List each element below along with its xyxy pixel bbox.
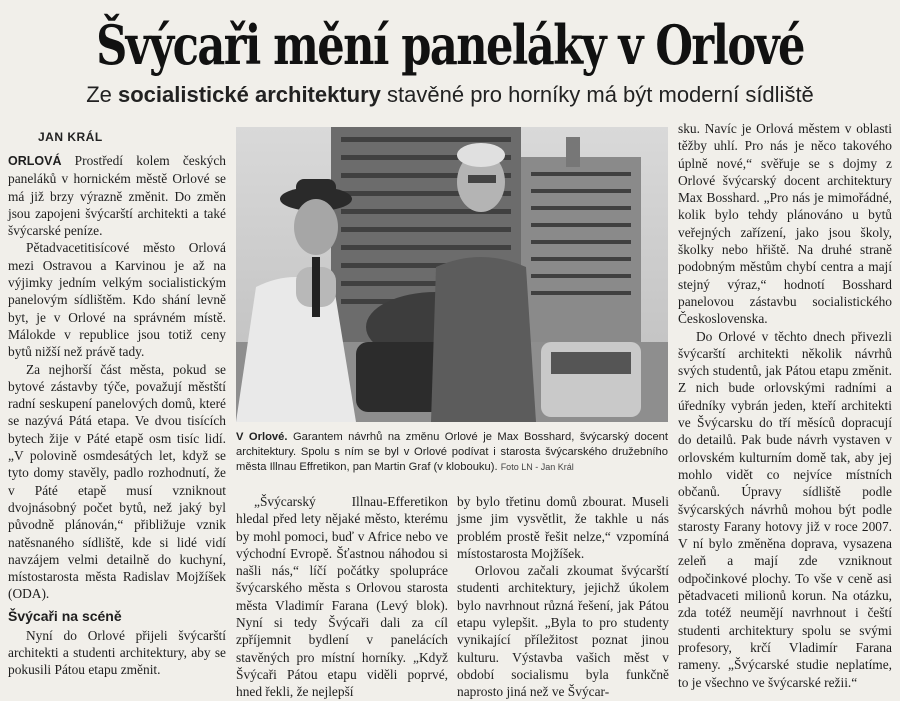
paragraph: Pětadvacetitisícové město Orlová mezi Ostravou a Karvinou je až na výjimky jedním velkým socialistickým panelovým sídlištěm. Kdo shání levně byt, je v Orlové na správném místě. Málokde v republice jsou totiž ceny bytů nižší než právě tady.	[8, 240, 226, 360]
paragraph: Do Orlové v těchto dnech přivezli švýcarští architekti několik návrhů svých studentů, jak Pátou etapu změnit. Z nich bude orlovskými radními a úředníky vybrán jeden, kteří architekti ve Švýcarsku do tří měsíců dopracují do detailů. Pak bude návrh vystaven v orlovském kulturním domě tak, aby jej mohlo vidět co nejvíce místních občanů. Úpravy sídliště podle švýcarských návrhů mohou být podle starosty Farany hotovy již v roce 2007. V ní bylo změněna doprava, vysazena zeleň a mají zde vzniknout odpočinkové plochy. To vše v ceně asi pětadvaceti milionů korun. Na otázku, zda totéž neumějí navrhnout i čeští studenti architektury spolu se svými profesory, krčí Vladimír Farana rameny. „Švýcarské studie neplatíme, to je všechno ve švýcarské režii.“	[678, 328, 892, 690]
paragraph-text: Prostředí kolem českých paneláků v hornickém městě Orlové se má již brzy výrazně změnit. Do změn jsou zapojeni švýcarští architekti a také švýcarské peníze.	[8, 153, 226, 239]
subhead-pre: Ze	[86, 82, 118, 107]
subhead-post: stavěné pro horníky má být moderní sídliště	[380, 82, 814, 107]
paragraph: Orlovou začali zkoumat švýcarští studenti architektury, jejichž úkolem bylo navrhnout různá řešení, jak Pátou etapu vylepšit. „Byla to pro studenty vynikající příležitost poznat jinou kulturu. Výstavba vašich měst v období socialismu byla funkčně naprosto jiná než ve Švýcar-	[457, 563, 669, 700]
news-photo	[236, 127, 668, 422]
article-column-2	[236, 493, 448, 701]
paragraph: „Švýcarský Illnau-Efferetikon hledal před lety nějaké město, kterému by mohl pomoci, buď v Africe nebo ve východní Evropě. Šťastnou náhodou si našli nás,“ líčí počátky spolupráce švýcarského města s Orlovou starosta města Vladimír Farana (Levý blok). Nyní si tedy Švýcaři dali za cíl zpříjemnit bydlení v panelácích stavěných pro místní horníky. „Když Švýcaři Pátou etapu viděli poprvé, hned řekli, že nejlepší	[236, 494, 448, 700]
headline: Švýcaři mění paneláky v Orlové	[96, 13, 804, 77]
crosshead: Švýcaři na scéně	[8, 607, 122, 624]
subheadline	[0, 82, 900, 108]
subhead-bold: socialistické architektury	[118, 82, 381, 107]
photo-caption	[236, 430, 668, 475]
paragraph	[8, 152, 226, 239]
paragraph: Za nejhorší část města, pokud se bytové zástavby týče, považují městští radní seskupení panelových domů, které se nazývá Pátá etapa. Ve dvou tisících bytech žije v Páté etapě osm tisíc lidí. „V polovině osmdesátých let, když se tyto domy stavěly, padlo rozhodnutí, že v Páté etapě musí vzniknout dvojnásobný počet bytů, než jaký byl původně plánován,“ přibližuje vznik natěsnaného sídliště, kde si lidé vidí navzájem velmi detailně do kuchyní, místostarosta města Radislav Mojžíšek (ODA).	[8, 361, 226, 602]
paragraph: sku. Navíc je Orlová městem v oblasti těžby uhlí. Pro nás je něco takového úplně nové,“ svěřuje se s dojmy z Orlové švýcarský docent architektury Max Bosshard. „Pro nás je mimořádné, kolik bylo tehdy plánováno u bytů veřejných zařízení, jako jsou školy, školky nebo hřiště. Na druhé straně podobným městům chybí centra a mají stejný výraz,“ hodnotí Bosshard panelovou zástavbu socialistického Československa.	[678, 121, 892, 327]
article-column-3	[457, 493, 669, 701]
paragraph: Nyní do Orlové přijeli švýcarští architekti a studenti architektury, aby se pokusili Pátou etapu změnit.	[8, 627, 226, 678]
dateline: ORLOVÁ	[8, 154, 62, 168]
caption-lead: V Orlové.	[236, 431, 288, 443]
article-column-1	[8, 152, 226, 679]
paragraph: by bylo třetinu domů zbourat. Museli jsme jim vysvětlit, že takhle u nás problém prostě řešit nelze,“ vzpomíná místostarosta Mojžíšek.	[457, 494, 669, 561]
photo-credit: Foto LN - Jan Král	[500, 462, 574, 472]
byline: JAN KRÁL	[38, 130, 103, 144]
article-column-4	[678, 120, 892, 691]
photo-illustration	[236, 127, 668, 422]
caption-text: Garantem návrhů na změnu Orlové je Max Bosshard, švýcarský docent architektury. Spolu s ním se byl v Orlové podívat i starosta švýcarského družebního města Illnau Effretikon, pan Martin Graf (v klobouku).	[236, 431, 668, 473]
